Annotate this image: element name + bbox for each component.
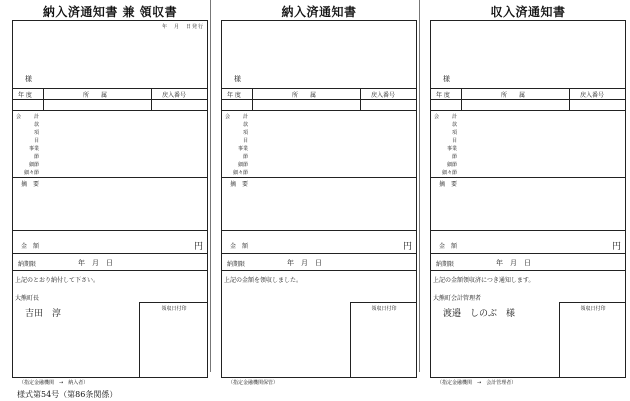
notice-message: 上記のとおり納付して下さい。: [15, 277, 100, 284]
account-label-kai: 会: [16, 114, 22, 120]
authority-name: 吉田 淳: [25, 309, 62, 319]
sheet-title: 収入済通知書: [490, 5, 566, 19]
account-label-moku: 目: [242, 138, 248, 144]
sheet-revenue-notice: [430, 0, 626, 392]
account-label-kou: 項: [33, 130, 39, 136]
summary-label: 摘 要: [21, 181, 40, 188]
account-label-jigyo: 事業: [237, 146, 248, 152]
account-label-saisetsu: 細節: [446, 162, 457, 168]
account-label-kan: 款: [33, 122, 39, 128]
account-label-kai: 会: [434, 114, 440, 120]
footer-note: （指定金融機関保管）: [228, 380, 279, 386]
due-date: 年 月 日: [496, 259, 531, 267]
yen-sign: 円: [193, 242, 203, 252]
form-box: [430, 20, 626, 378]
sheet-title: 納入済通知書: [281, 5, 357, 19]
form-box: [221, 20, 417, 378]
revenue-no-header: 戻入番号: [162, 92, 187, 99]
due-label: 納期限: [436, 261, 455, 268]
dept-header: 所 属: [83, 92, 108, 99]
amount-label: 金 額: [230, 243, 249, 250]
account-label-saisaisetsu: 細々節: [232, 170, 248, 176]
year-header: 年 度: [227, 92, 241, 99]
dept-header: 所 属: [292, 92, 317, 99]
sheet-payment-receipt: [12, 0, 208, 392]
summary-label: 摘 要: [230, 181, 249, 188]
account-label-jigyo: 事業: [28, 146, 39, 152]
account-label-kei: 計: [451, 114, 457, 120]
receipt-stamp-box: [350, 302, 417, 378]
account-label-kan: 款: [451, 122, 457, 128]
divider-line-2: [419, 0, 420, 372]
due-label: 納期限: [227, 261, 246, 268]
account-label-jigyo: 事業: [446, 146, 457, 152]
account-label-moku: 目: [451, 138, 457, 144]
account-label-saisaisetsu: 細々節: [441, 170, 457, 176]
year-header: 年 度: [18, 92, 32, 99]
authority-title: 大熊町会計管理者: [433, 295, 482, 302]
account-label-kei: 計: [242, 114, 248, 120]
authority-name: 渡邉 しのぶ 様: [443, 309, 516, 319]
addressee-suffix: 様: [234, 75, 241, 83]
account-label-kei: 計: [33, 114, 39, 120]
due-date: 年 月 日: [287, 259, 322, 267]
amount-label: 金 額: [21, 243, 40, 250]
account-label-saisetsu: 細節: [237, 162, 248, 168]
sheet-title: 納入済通知書 兼 領収書: [42, 5, 178, 19]
account-label-kan: 款: [242, 122, 248, 128]
account-label-setsu: 節: [33, 154, 39, 160]
dept-header: 所 属: [501, 92, 526, 99]
receipt-stamp-box: [139, 302, 208, 378]
yen-sign: 円: [611, 242, 621, 252]
stamp-label: 領収日付印: [161, 306, 187, 312]
account-label-kou: 項: [451, 130, 457, 136]
amount-label: 金 額: [439, 243, 458, 250]
receipt-stamp-box: [559, 302, 626, 378]
divider-line-1: [210, 0, 211, 372]
account-label-moku: 目: [33, 138, 39, 144]
year-header: 年 度: [436, 92, 450, 99]
account-label-setsu: 節: [451, 154, 457, 160]
summary-label: 摘 要: [439, 181, 458, 188]
due-date: 年 月 日: [78, 259, 113, 267]
addressee-suffix: 様: [443, 75, 450, 83]
stamp-label: 領収日付印: [580, 306, 606, 312]
authority-title: 大熊町長: [15, 295, 40, 302]
account-label-setsu: 節: [242, 154, 248, 160]
form-box: [12, 20, 208, 378]
account-label-kou: 項: [242, 130, 248, 136]
due-label: 納期限: [18, 261, 37, 268]
yen-sign: 円: [402, 242, 412, 252]
footer-note: （指定金融機関 → 会計管理者）: [437, 380, 517, 386]
addressee-suffix: 様: [25, 75, 32, 83]
issue-date-label: 年 月 日発行: [161, 24, 204, 30]
account-label-saisaisetsu: 細々節: [23, 170, 39, 176]
notice-message: 上記の金額を領収しました。: [224, 277, 303, 284]
sheet-payment-notice: [221, 0, 417, 392]
footer-note: （指定金融機関 → 納入者）: [19, 380, 89, 386]
account-label-kai: 会: [225, 114, 231, 120]
revenue-no-header: 戻入番号: [580, 92, 605, 99]
revenue-no-header: 戻入番号: [371, 92, 396, 99]
notice-message: 上記の金額領収済につき通知します。: [433, 277, 535, 284]
account-label-saisetsu: 細節: [28, 162, 39, 168]
stamp-label: 領収日付印: [371, 306, 397, 312]
form-number: 様式第54号（第86条関係）: [17, 390, 118, 399]
